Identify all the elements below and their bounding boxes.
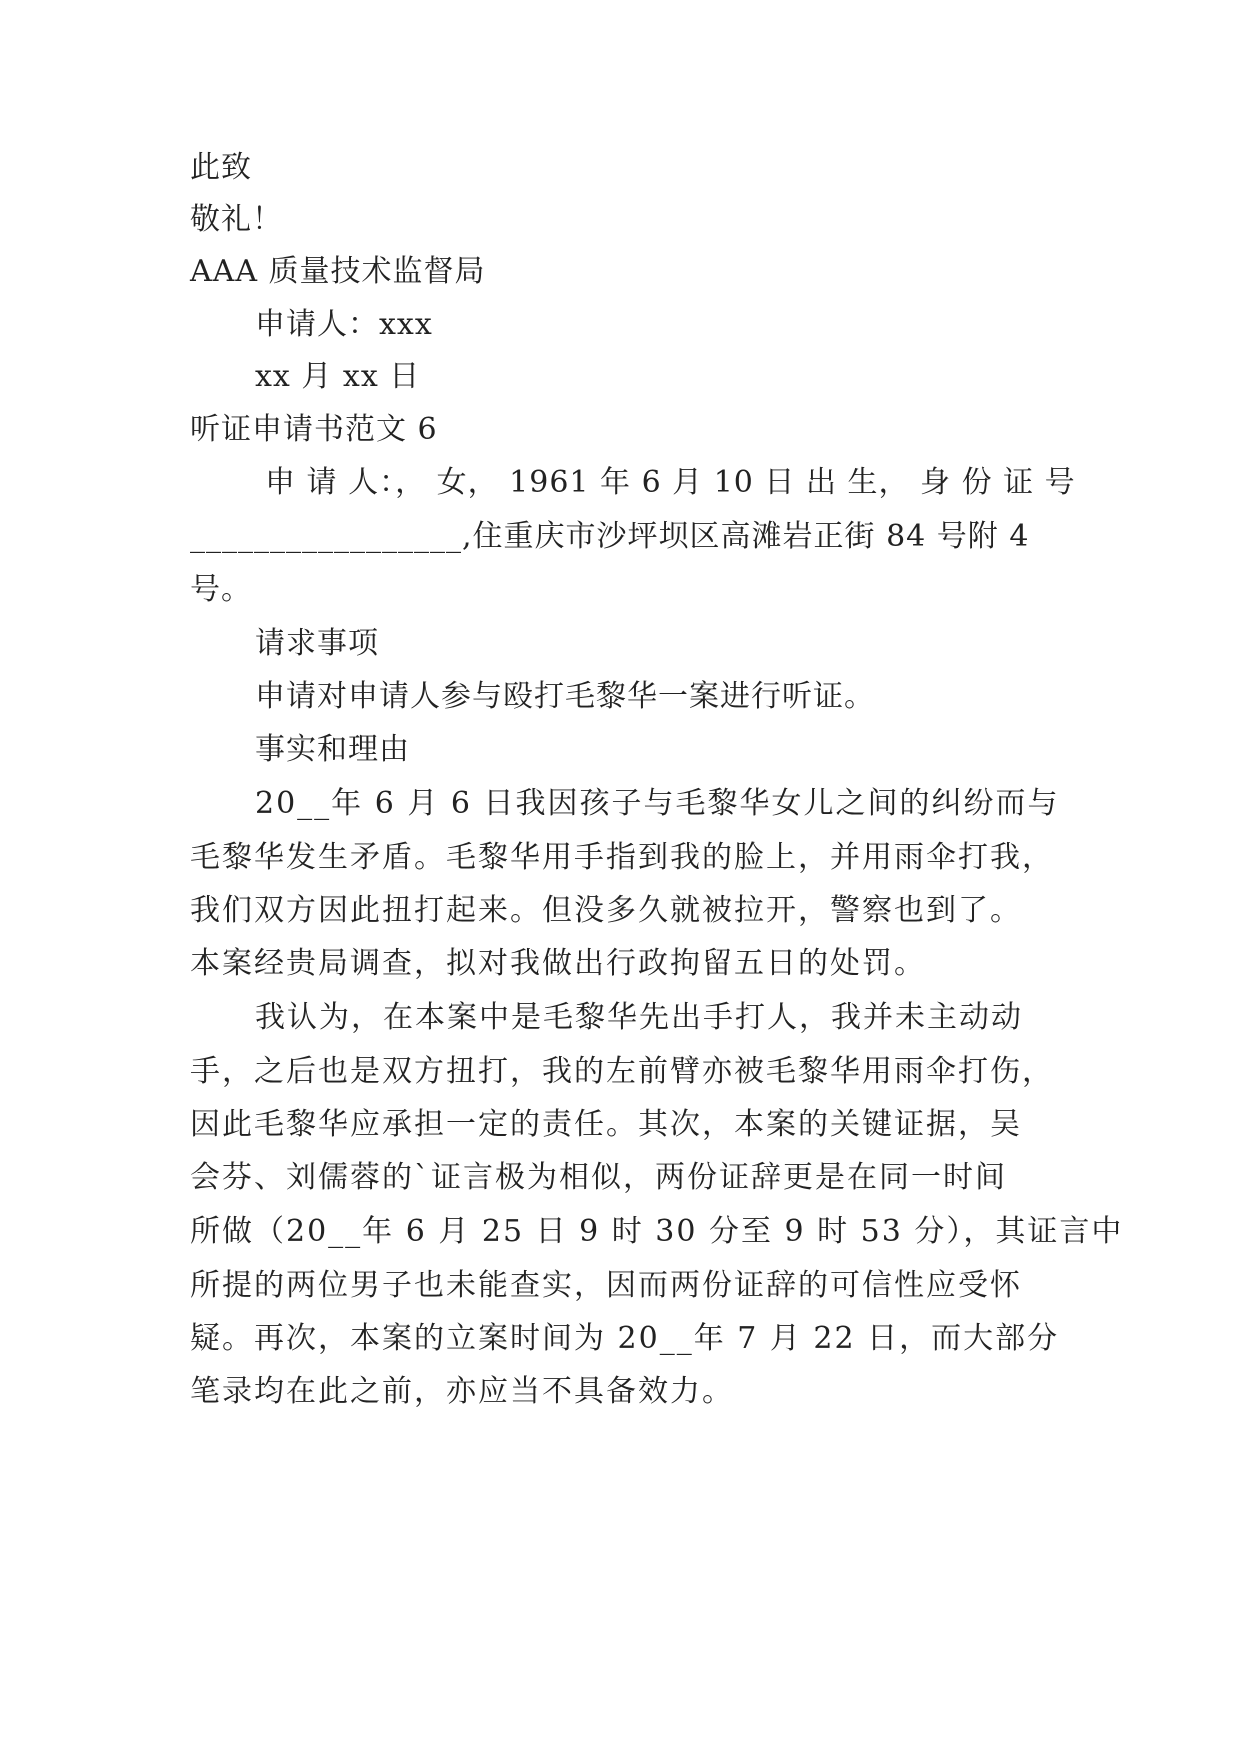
paragraph2-line-6: 所提的两位男子也未能查实，因而两份证辞的可信性应受怀 — [190, 1268, 1022, 1303]
paragraph2-line-5: 所做（20__年 6 月 25 日 9 时 30 分至 9 时 53 分），其证言中 — [190, 1214, 1124, 1249]
signature-date: xx 月 xx 日 — [255, 359, 421, 394]
closing-line-2: 敬礼！ — [190, 202, 283, 237]
paragraph1-line-3: 我们双方因此扭打起来。但没多久就被拉开，警察也到了。 — [190, 893, 1022, 928]
intro-line-1: 申 请 人：， 女， 1961 年 6 月 10 日 出 生， 身 份 证 号 — [265, 465, 1076, 500]
intro-line-3: 号。 — [190, 572, 252, 607]
intro-line-2: _________________,住重庆市沙坪坝区高滩岩正街 84 号附 4 — [190, 519, 1030, 554]
request-heading: 请求事项 — [255, 626, 379, 661]
paragraph2-line-3: 因此毛黎华应承担一定的责任。其次，本案的关键证据，吴 — [190, 1107, 1022, 1142]
section-title: 听证申请书范文 6 — [190, 412, 438, 447]
facts-heading: 事实和理由 — [255, 732, 410, 767]
paragraph1-line-2: 毛黎华发生矛盾。毛黎华用手指到我的脸上，并用雨伞打我， — [190, 840, 1054, 875]
paragraph2-line-1: 我认为，在本案中是毛黎华先出手打人，我并未主动动 — [255, 1000, 1023, 1035]
paragraph2-line-7: 疑。再次，本案的立案时间为 20__年 7 月 22 日，而大部分 — [190, 1321, 1060, 1356]
paragraph1-line-4: 本案经贵局调查，拟对我做出行政拘留五日的处罚。 — [190, 946, 926, 981]
recipient-org: AAA 质量技术监督局 — [190, 254, 486, 289]
paragraph2-line-2: 手，之后也是双方扭打，我的左前臂亦被毛黎华用雨伞打伤， — [190, 1054, 1054, 1089]
applicant-signature: 申请人：xxx — [255, 307, 433, 342]
closing-line-1: 此致 — [190, 150, 252, 185]
paragraph2-line-8: 笔录均在此之前，亦应当不具备效力。 — [190, 1374, 734, 1409]
request-text: 申请对申请人参与殴打毛黎华一案进行听证。 — [255, 679, 875, 714]
paragraph1-line-1: 20__年 6 月 6 日我因孩子与毛黎华女儿之间的纠纷而与 — [255, 786, 1060, 821]
paragraph2-line-4: 会芬、刘儒蓉的`证言极为相似，两份证辞更是在同一时间 — [190, 1160, 1007, 1195]
